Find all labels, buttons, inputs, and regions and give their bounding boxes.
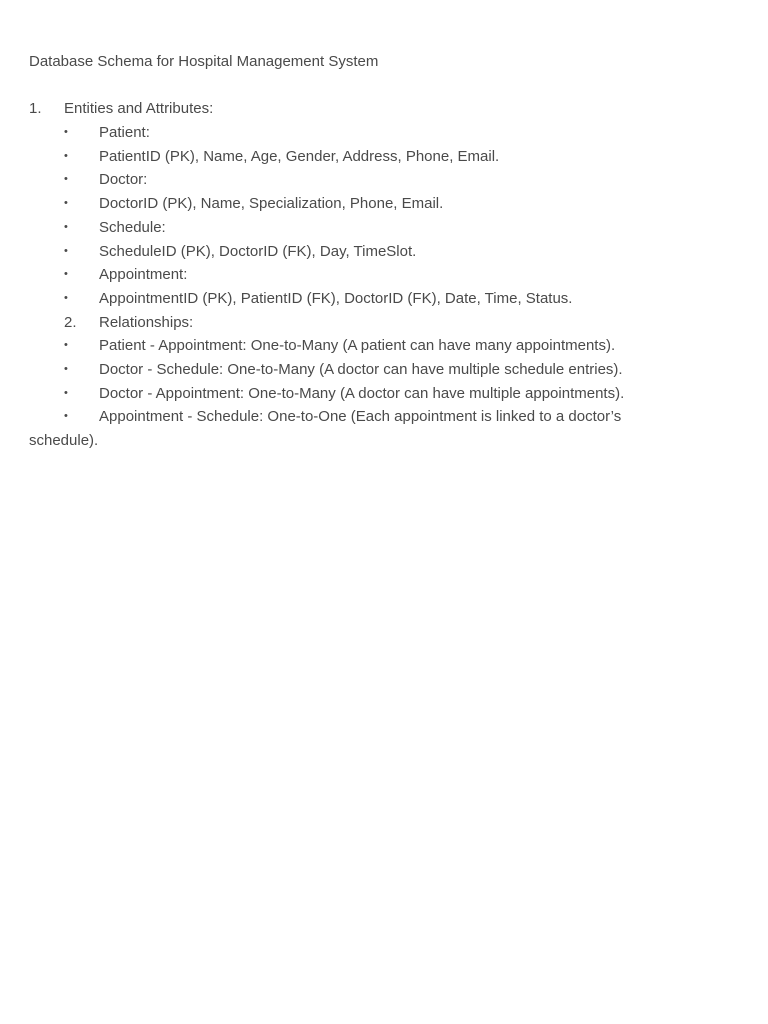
list-item-text: AppointmentID (PK), PatientID (FK), DoctorID (FK), Date, Time, Status. (99, 289, 573, 307)
bullet-icon: • (64, 268, 68, 281)
list-item (29, 168, 729, 192)
document-body (29, 50, 729, 453)
list-item-text: PatientID (PK), Name, Age, Gender, Address, Phone, Email. (99, 147, 500, 165)
list-item (29, 240, 729, 264)
list-item (29, 382, 729, 406)
list-item (29, 145, 729, 169)
bullet-icon: • (64, 410, 68, 423)
blank-line (29, 74, 729, 98)
list-item (29, 405, 729, 429)
list-item-text: Patient: (99, 124, 150, 142)
bullet-icon: • (64, 149, 68, 162)
list-item (29, 121, 729, 145)
bullet-icon: • (64, 386, 68, 399)
list-number: 2. (64, 313, 77, 331)
bullet-icon: • (64, 244, 68, 257)
list-item (29, 287, 729, 311)
bullet-icon: • (64, 126, 68, 139)
bullet-icon: • (64, 220, 68, 233)
document-title: Database Schema for Hospital Management System (29, 53, 379, 70)
section-relationships (29, 311, 729, 335)
section-heading: Relationships: (99, 313, 194, 331)
list-item-text: ScheduleID (PK), DoctorID (FK), Day, TimeSlot. (99, 242, 417, 260)
bullet-icon: • (64, 362, 68, 375)
list-item-text: Appointment: (99, 266, 188, 284)
bullet-icon: • (64, 197, 68, 210)
section-entities (29, 97, 729, 121)
list-item-text: Doctor: (99, 171, 148, 189)
list-item-text: Appointment - Schedule: One-to-One (Each appointment is linked to a doctor’s (99, 408, 622, 426)
list-item-text: Patient - Appointment: One-to-Many (A patient can have many appointments). (99, 337, 616, 355)
section-heading: Entities and Attributes: (64, 100, 214, 118)
list-item (29, 334, 729, 358)
bullet-icon: • (64, 291, 68, 304)
list-item (29, 358, 729, 382)
list-item (29, 192, 729, 216)
list-item-text: Schedule: (99, 218, 166, 236)
list-item-text: DoctorID (PK), Name, Specialization, Phone, Email. (99, 195, 444, 213)
bullet-icon: • (64, 173, 68, 186)
list-item-text: Doctor - Appointment: One-to-Many (A doctor can have multiple appointments). (99, 384, 625, 402)
list-item (29, 263, 729, 287)
list-item-continuation: schedule). (29, 432, 99, 449)
bullet-icon: • (64, 339, 68, 352)
list-item (29, 216, 729, 240)
list-number: 1. (29, 100, 42, 118)
list-item-text: Doctor - Schedule: One-to-Many (A doctor can have multiple schedule entries). (99, 360, 623, 378)
